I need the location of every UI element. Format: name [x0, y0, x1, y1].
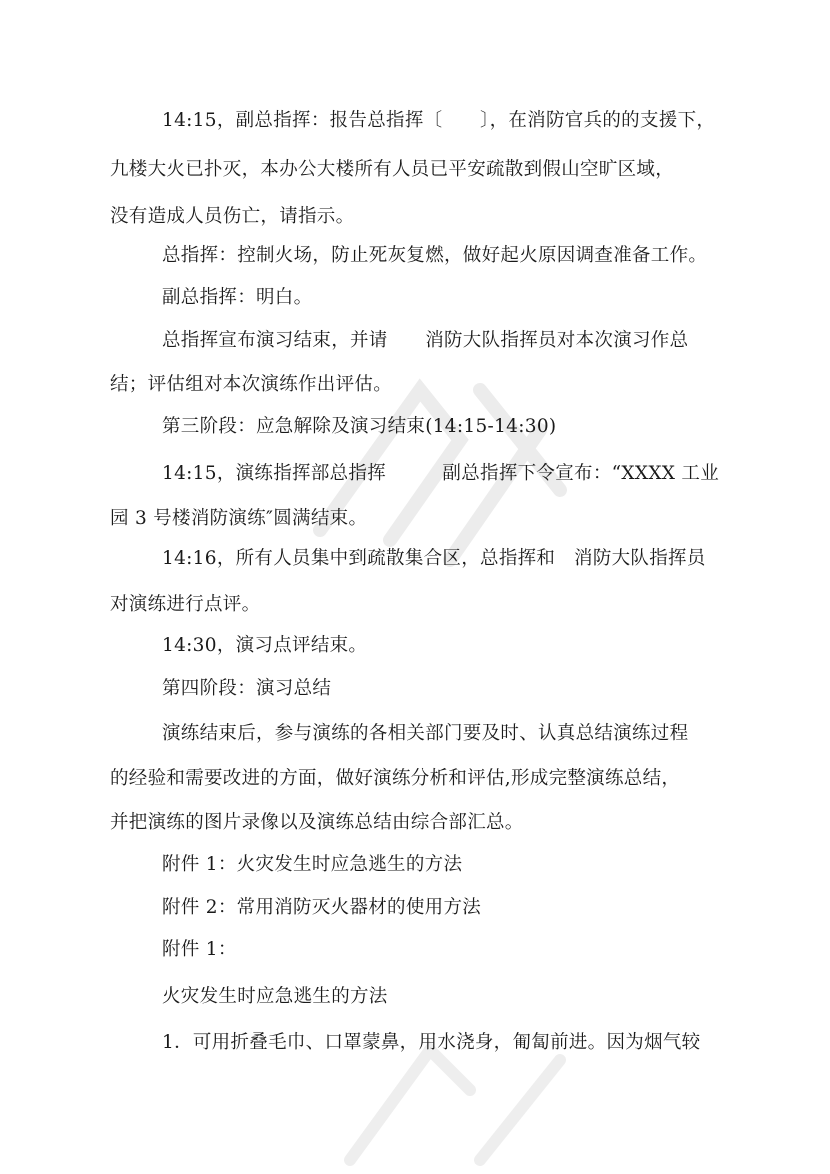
paragraph-line: 1．可用折叠毛巾、口罩蒙鼻，用水浇身，匍匐前进。因为烟气较: [162, 1032, 701, 1053]
attachment-heading: 附件 1：: [162, 939, 237, 960]
paragraph-line: 14:16，所有人员集中到疏散集合区，总指挥和 消防大队指挥员: [162, 548, 706, 569]
paragraph-line: 没有造成人员伤亡，请指示。: [110, 206, 355, 227]
section-heading: 第三阶段：应急解除及演习结束(14:15-14:30): [162, 416, 557, 437]
paragraph-line: 演练结束后，参与演练的各相关部门要及时、认真总结演练过程: [162, 723, 689, 744]
attachment-item: 附件 2：常用消防灭火器材的使用方法: [162, 897, 482, 918]
section-heading: 第四阶段：演习总结: [162, 678, 332, 699]
paragraph-line: 对演练进行点评。: [110, 594, 261, 615]
paragraph-line: 总指挥：控制火场，防止死灰复燃，做好起火原因调查准备工作。: [162, 245, 708, 266]
paragraph-line: 九楼大火已扑灭，本办公大楼所有人员已平安疏散到假山空旷区域，: [110, 159, 675, 180]
paragraph-line: 副总指挥：明白。: [162, 287, 313, 308]
attachment-item: 附件 1：火灾发生时应急逃生的方法: [162, 854, 463, 875]
paragraph-line: 并把演练的图片录像以及演练总结由综合部汇总。: [110, 812, 524, 833]
attachment-title: 火灾发生时应急逃生的方法: [162, 986, 388, 1007]
paragraph-line: 结；评估组对本次演练作出评估。: [110, 374, 393, 395]
paragraph-line: 14:15，副总指挥：报告总指挥〔 〕，在消防官兵的的支援下，: [162, 110, 716, 131]
paragraph-line: 总指挥宣布演习结束，并请 消防大队指挥员对本次演习作总: [162, 330, 689, 351]
paragraph-line: 园 3 号楼消防演练″圆满结束。: [110, 508, 368, 529]
paragraph-line: 14:30，演习点评结束。: [162, 635, 368, 656]
paragraph-line: 14:15，演练指挥部总指挥 副总指挥下令宣布：“XXXX 工业: [162, 463, 720, 484]
paragraph-line: 的经验和需要改进的方面，做好演练分析和评估,形成完整演练总结，: [110, 768, 681, 789]
